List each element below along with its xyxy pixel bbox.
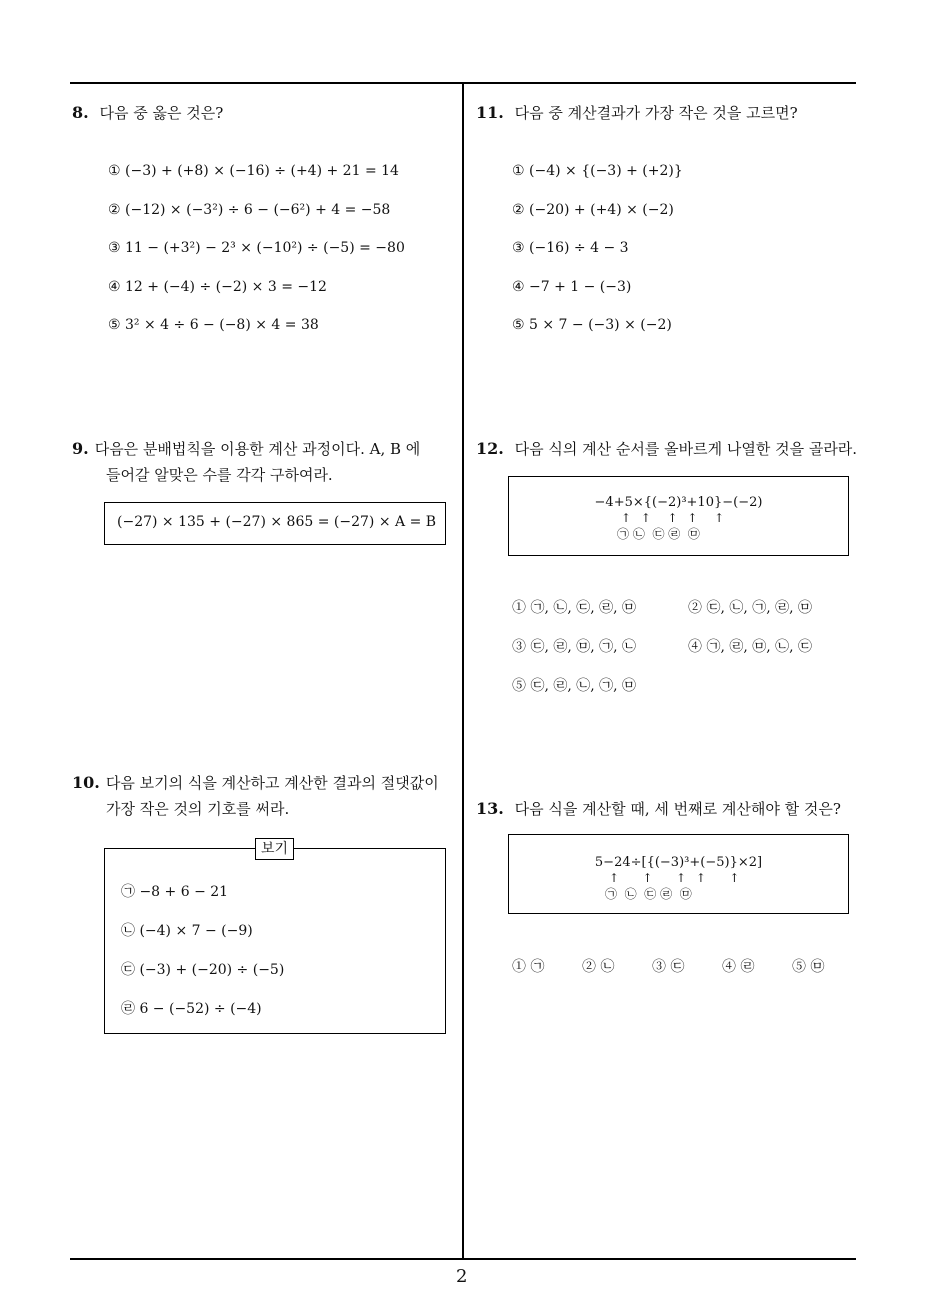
bogi-item-2: ㉡ (−4) × 7 − (−9) <box>121 923 253 939</box>
q8-option-1[interactable]: ① (−3) + (+8) × (−16) ÷ (+4) + 21 = 14 <box>108 163 399 179</box>
question-number: 13. <box>476 799 504 818</box>
q12-expression: −4+5×{(−2)³+10}−(−2) <box>594 495 763 510</box>
question-text: 다음 중 계산결과가 가장 작은 것을 고르면? <box>514 104 798 122</box>
bogi-item-1: ㉠ −8 + 6 − 21 <box>121 884 229 900</box>
q12-option-4[interactable]: ④ ㉠, ㉣, ㉤, ㉡, ㉢ <box>688 639 813 655</box>
question-number: 9. <box>72 439 89 458</box>
q12-option-1[interactable]: ① ㉠, ㉡, ㉢, ㉣, ㉤ <box>512 600 637 616</box>
question-9 <box>72 436 457 488</box>
q12-option-2[interactable]: ② ㉢, ㉡, ㉠, ㉣, ㉤ <box>688 600 813 616</box>
q11-option-3[interactable]: ③ (−16) ÷ 4 − 3 <box>512 240 629 256</box>
question-13 <box>476 796 841 822</box>
q13-labels: ㉠ ㉡ ㉢ ㉣ ㉤ <box>605 887 692 901</box>
q13-arrows: ↑ ↑ ↑ ↑ ↑ <box>609 871 743 885</box>
q12-arrows: ↑ ↑ ↑ ↑ ↑ <box>621 511 728 525</box>
q12-expression-box <box>508 476 849 556</box>
q13-option-1[interactable]: ① ㉠ <box>512 959 545 975</box>
q8-option-3[interactable]: ③ 11 − (+3²) − 2³ × (−10²) ÷ (−5) = −80 <box>108 240 405 256</box>
q13-option-3[interactable]: ③ ㉢ <box>652 959 685 975</box>
question-text-line2: 들어갈 알맞은 수를 각각 구하여라. <box>106 466 333 484</box>
question-text-line1: 다음 보기의 식을 계산하고 계산한 결과의 절댓값이 <box>105 774 439 792</box>
bogi-item-4: ㉣ 6 − (−52) ÷ (−4) <box>121 1001 262 1017</box>
question-number: 8. <box>72 103 89 122</box>
question-10 <box>72 770 457 822</box>
question-12 <box>476 436 857 462</box>
question-number: 10. <box>72 773 100 792</box>
page-number: 2 <box>456 1266 468 1287</box>
question-text: 다음 식을 계산할 때, 세 번째로 계산해야 할 것은? <box>514 800 841 818</box>
q11-option-5[interactable]: ⑤ 5 × 7 − (−3) × (−2) <box>512 317 672 333</box>
q11-option-2[interactable]: ② (−20) + (+4) × (−2) <box>512 202 674 218</box>
bogi-item-3: ㉢ (−3) + (−20) ÷ (−5) <box>121 962 285 978</box>
q8-option-4[interactable]: ④ 12 + (−4) ÷ (−2) × 3 = −12 <box>108 279 327 295</box>
question-text-line1: 다음은 분배법칙을 이용한 계산 과정이다. A, B 에 <box>94 440 421 458</box>
q13-expression: 5−24÷[{(−3)³+(−5)}×2] <box>594 855 763 870</box>
q12-option-5[interactable]: ⑤ ㉢, ㉣, ㉡, ㉠, ㉤ <box>512 678 637 694</box>
question-8 <box>72 100 223 126</box>
q13-expression-box <box>508 834 849 914</box>
q8-option-5[interactable]: ⑤ 3² × 4 ÷ 6 − (−8) × 4 = 38 <box>108 317 319 333</box>
question-text-line2: 가장 작은 것의 기호를 써라. <box>106 800 290 818</box>
question-text: 다음 식의 계산 순서를 올바르게 나열한 것을 골라라. <box>514 440 858 458</box>
question-11 <box>476 100 798 126</box>
q12-labels: ㉠ ㉡ ㉢ ㉣ ㉤ <box>617 527 700 541</box>
q13-option-5[interactable]: ⑤ ㉤ <box>792 959 825 975</box>
q9-formula-box <box>104 502 446 545</box>
q13-option-2[interactable]: ② ㉡ <box>582 959 615 975</box>
q11-option-1[interactable]: ① (−4) × {(−3) + (+2)} <box>512 163 683 179</box>
q9-formula: (−27) × 135 + (−27) × 865 = (−27) × A = B <box>117 514 437 530</box>
q12-option-3[interactable]: ③ ㉢, ㉣, ㉤, ㉠, ㉡ <box>512 639 637 655</box>
q11-option-4[interactable]: ④ −7 + 1 − (−3) <box>512 279 632 295</box>
bogi-label: 보기 <box>255 838 294 860</box>
question-text: 다음 중 옳은 것은? <box>99 104 224 122</box>
q8-option-2[interactable]: ② (−12) × (−3²) ÷ 6 − (−6²) + 4 = −58 <box>108 202 391 218</box>
q13-option-4[interactable]: ④ ㉣ <box>722 959 755 975</box>
question-number: 11. <box>476 103 504 122</box>
column-divider <box>462 82 464 1259</box>
question-number: 12. <box>476 439 504 458</box>
q10-bogi-box <box>104 848 446 1034</box>
